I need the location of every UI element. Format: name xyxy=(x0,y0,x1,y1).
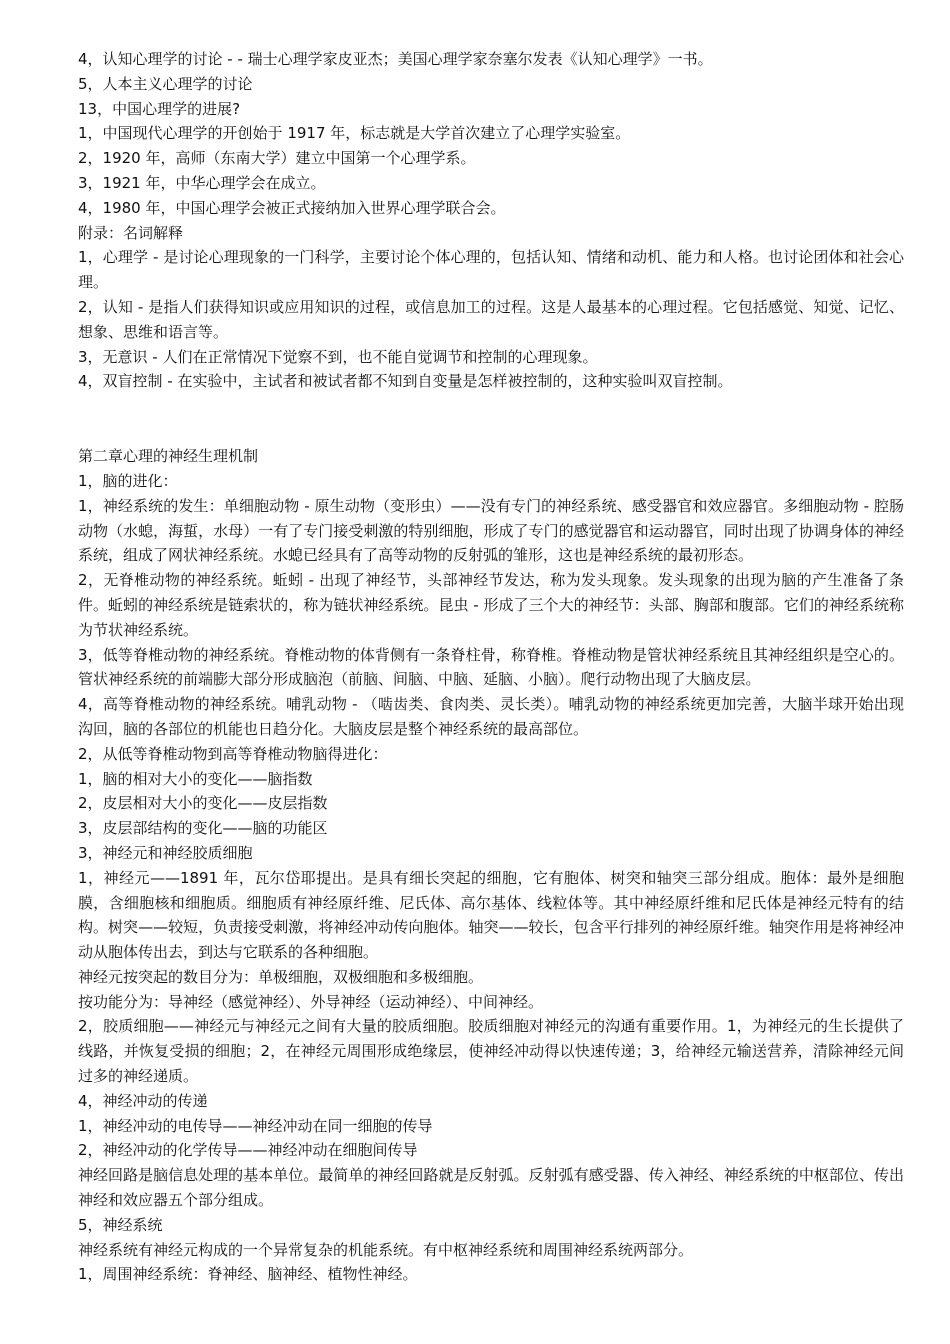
paragraph: 4，1980 年，中国心理学会被正式接纳加入世界心理学联合会。 xyxy=(78,198,506,217)
paragraph: 4，认知心理学的讨论 - - 瑞士心理学家皮亚杰；美国心理学家奈塞尔发表《认知心理学》一书。 xyxy=(78,50,713,68)
heading: 2，从低等脊椎动物到高等脊椎动物脑得进化： xyxy=(78,744,388,763)
paragraph: 2，神经冲动的化学传导——神经冲动在细胞间传导 xyxy=(78,1141,418,1160)
paragraph: 神经元按突起的数目分为：单极细胞，双极细胞和多极细胞。 xyxy=(78,967,484,986)
heading: 附录：名词解释 xyxy=(78,223,184,242)
paragraph: 2，1920 年，高师（东南大学）建立中国第一个心理学系。 xyxy=(78,149,476,168)
paragraph: 1，神经系统的发生：单细胞动物 - 原生动物（变形虫）——没有专门的神经系统、感受器官和效应器官。多细胞动物 - 腔肠动物（水螅，海蜇，水母）一有了专门接受刺激的特别细胞，形成了专门的感觉器官和运动器官，同时出现了协调身体的神经系统，组成了网状神经系统。水螅已经具有了高等动物的反射弧的雏形，这也是神经系统的最初形态。 xyxy=(78,496,904,565)
paragraph: 3，无意识 - 人们在正常情况下觉察不到，也不能自觉调节和控制的心理现象。 xyxy=(78,347,598,366)
heading: 13，中国心理学的进展? xyxy=(78,99,241,118)
heading: 3，神经元和神经胶质细胞 xyxy=(78,843,253,862)
document-page xyxy=(78,47,904,1287)
paragraph: 2，胶质细胞——神经元与神经元之间有大量的胶质细胞。胶质细胞对神经元的沟通有重要作用。1，为神经元的生长提供了线路，并恢复受损的细胞；2，在神经元周围形成绝缘层，使神经冲动得以快速传递；3，给神经元输送营养，清除神经元间过多的神经递质。 xyxy=(78,1017,904,1086)
paragraph: 3，1921 年，中华心理学会在成立。 xyxy=(78,173,326,192)
paragraph: 4，双盲控制 - 在实验中，主试者和被试者都不知到自变量是怎样被控制的，这种实验叫双盲控制。 xyxy=(78,372,733,391)
paragraph: 神经回路是脑信息处理的基本单位。最简单的神经回路就是反射弧。反射弧有感受器、传入神经、神经系统的中枢部位、传出神经和效应器五个部分组成。 xyxy=(78,1166,904,1210)
paragraph: 按功能分为：导神经（感觉神经）、外导神经（运动神经）、中间神经。 xyxy=(78,992,544,1011)
heading: 4，神经冲动的传递 xyxy=(78,1091,208,1110)
paragraph: 3，低等脊椎动物的神经系统。脊椎动物的体背侧有一条脊柱骨，称脊椎。脊椎动物是管状神经系统且其神经组织是空心的。管状神经系统的前端膨大部分形成脑泡（前脑、间脑、中脑、延脑、小脑）。爬行动物出现了大脑皮层。 xyxy=(78,645,904,689)
section-gap xyxy=(78,394,904,444)
paragraph: 1，中国现代心理学的开创始于 1917 年，标志就是大学首次建立了心理学实验室。 xyxy=(78,124,631,143)
paragraph: 1，脑的相对大小的变化——脑指数 xyxy=(78,769,313,788)
paragraph: 5，人本主义心理学的讨论 xyxy=(78,74,253,93)
paragraph: 2，无脊椎动物的神经系统。蚯蚓 - 出现了神经节，头部神经节发达，称为发头现象。发头现象的出现为脑的产生准备了条件。蚯蚓的神经系统是链索状的，称为链状神经系统。昆虫 - 形成了三个大的神经节：头部、胸部和腹部。它们的神经系统称为节状神经系统。 xyxy=(78,571,904,639)
chapter-title: 第二章心理的神经生理机制 xyxy=(78,447,259,466)
heading: 5，神经系统 xyxy=(78,1215,163,1234)
paragraph: 神经系统有神经元构成的一个异常复杂的机能系统。有中枢神经系统和周围神经系统两部分。 xyxy=(78,1240,694,1259)
paragraph: 1，神经冲动的电传导——神经冲动在同一细胞的传导 xyxy=(78,1116,433,1135)
paragraph: 4，高等脊椎动物的神经系统。哺乳动物 - （啮齿类、食肉类、灵长类）。哺乳动物的神经系统更加完善，大脑半球开始出现沟回，脑的各部位的机能也日趋分化。大脑皮层是整个神经系统的最高部位。 xyxy=(78,695,904,738)
heading: 1，脑的进化： xyxy=(78,471,178,490)
paragraph: 1，神经元——1891 年，瓦尔岱耶提出。是具有细长突起的细胞，它有胞体、树突和轴突三部分组成。胞体：最外是细胞膜，含细胞核和细胞质。细胞质有神经原纤维、尼氏体、高尔基体、线粒体等。其中神经原纤维和尼氏体是神经元特有的结构。树突——较短，负责接受刺激，将神经冲动传向胞体。轴突——较长，包含平行排列的神经原纤维。轴突作用是将神经冲动从胞体传出去，到达与它联系的各种细胞。 xyxy=(78,868,904,962)
section-psychology-history xyxy=(78,47,904,394)
paragraph: 2，皮层相对大小的变化——皮层指数 xyxy=(78,794,328,813)
paragraph: 1，心理学 - 是讨论心理现象的一门科学，主要讨论个体心理的，包括认知、情绪和动机、能力和人格。也讨论团体和社会心理。 xyxy=(78,248,904,292)
paragraph: 1，周围神经系统：脊神经、脑神经、植物性神经。 xyxy=(78,1265,418,1284)
section-chapter-two xyxy=(78,444,904,1287)
paragraph: 2，认知 - 是指人们获得知识或应用知识的过程，或信息加工的过程。这是人最基本的心理过程。它包括感觉、知觉、记忆、想象、思维和语言等。 xyxy=(78,297,904,341)
paragraph: 3，皮层部结构的变化——脑的功能区 xyxy=(78,819,328,838)
